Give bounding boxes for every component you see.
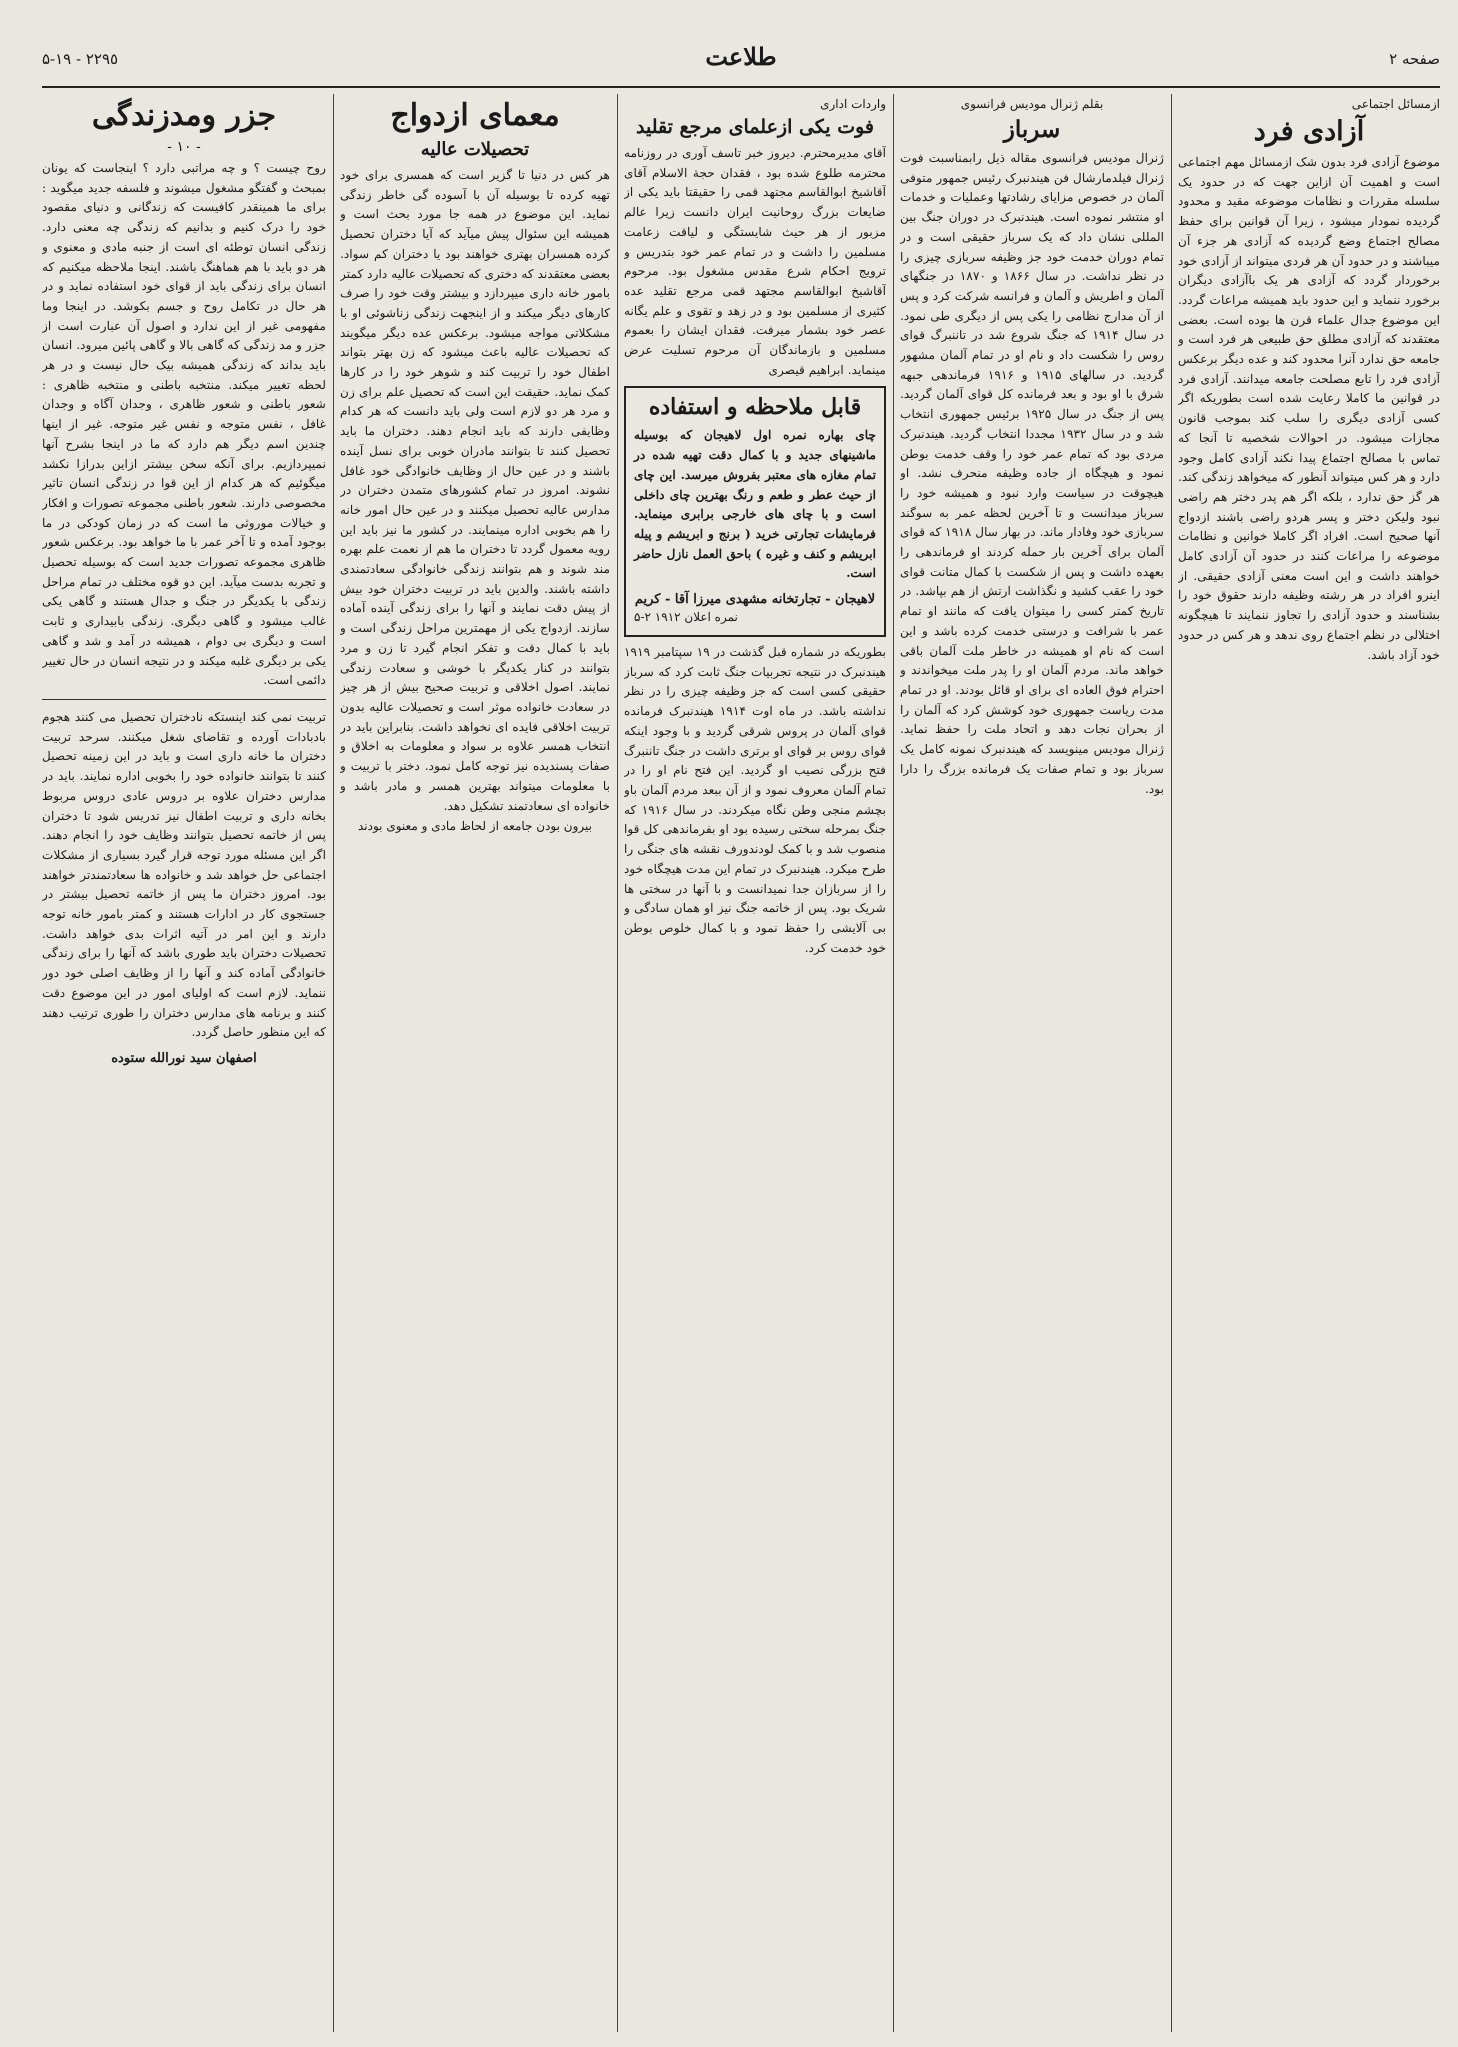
article-body: هر کس در دنیا تا گزیر است که همسری برای خود تهیه کرده تا بوسیله آن با آسوده گی خاطر زندگی نماید. این موضوع در همه جا مورد بحث است و همیشه این سئوال پیش میآید که آیا دختران تحصیل کرده همسران بهتری خواهند بود یا دختران کم سواد. بعضی معتقدند که دختری که تحصیلات عالیه دارد کمتر بامور خانه داری میپردازد و بیشتر وقت خود را صرف کارهای دیگر میکند و از اینجهت زندگی زناشوئی او با مشکلاتی مواجه میشود. برعکس عده دیگر میگویند که تحصیلات عالیه باعث میشود که زن بهتر بتواند اطفال خود را تربیت کند و شوهر خود را در کارها کمک نماید. حقیقت این است که تحصیل علم برای زن و مرد هر دو لازم است ولی باید دانست که هر کدام وظایفی دارند که باید انجام دهند. دختران ما باید تحصیل کنند تا بتوانند مادران خوبی برای نسل آینده باشند و در عین حال از وظایف خانوادگی خود غافل نشوند. امروز در تمام کشورهای متمدن دختران در مدارس عالیه تحصیل میکنند و در عین حال امور خانه را هم بخوبی اداره مینمایند. در کشور ما نیز باید این رویه معمول گردد تا دختران ما هم از نعمت علم بهره مند شوند و هم بتوانند زندگی خانوادگی سعادتمندی داشته باشند. والدین باید در تربیت دختران خود بیش از پیش دقت نمایند و آنها را برای زندگی آینده آماده سازند. ازدواج یکی از مهمترین مراحل زندگی است و باید با کمال دقت و تفکر انجام گیرد تا زن و مرد بتوانند در کنار یکدیگر با خوشی و سعادت زندگی نمایند. اصول اخلاقی و تربیت صحیح بیش از هر چیز در سعادت خانواده موثر است و تحصیلات عالیه بدون تربیت اخلاقی فایده ای نخواهد داشت. بنابراین باید در انتخاب همسر علاوه بر سواد و معلومات به اخلاق و صفات پسندیده نیز توجه کامل نمود. دختر با تربیت و با معلومات میتواند بهترین همسر و مادر باشد و خانواده ای سعادتمند تشکیل دهد. — [340, 168, 610, 813]
column-obituary — [624, 94, 886, 2032]
tea-advertisement — [624, 386, 886, 637]
column-kicker: ازمسائل اجتماعی — [1351, 97, 1440, 111]
headline-marriage-riddle: معمای ازدواج — [390, 98, 560, 133]
article-body: آقای مدیرمحترم. دیروز خبر تاسف آوری در روزنامه محترمه طلوع شده بود ، فقدان حجة الاسلام آقای آقاشیخ ابوالقاسم مجتهد قمی را حقیقتا باید یکی از ضایعات بزرگ روحانیت ایران دانست زیرا عالم مزبور از هر حیث شایستگی و لیاقت زعامت مسلمین را داشت و در تمام عمر خود بتدریس و ترویج احکام شرع مقدس مشغول بود. مرحوم آقاشیخ ابوالقاسم مجتهد قمی مرجع تقلید عده کثیری از مسلمین بود و در زهد و تقوی و علم یگانه عصر خود بشمار میرفت. فقدان ایشان را بعموم مسلمین و بازماندگان آن مرحوم تسلیت عرض مینماید. ابراهیم قیصری — [624, 146, 886, 377]
column-kicker: واردات اداری — [820, 97, 886, 111]
issue-info: ٢٢٩٥ - ۵-۱۹ — [42, 50, 119, 68]
article-body: ژنرال مودیس فرانسوی مقاله ذیل رابمناسبت فوت ژنرال فیلدمارشال فن هیندنبرک رئیس جمهور متوفی آلمان در خصوص مزایای رشادتها وعملیات و خدمات او منتشر نموده است. هیندنبرک در دوران جنگ بین المللی نشان داد که یک سرباز حقیقی است و در تمام دوران خدمت خود جز وظیفه سربازی چیزی را در نظر نداشت. در سال ۱۸۶۶ و ۱۸۷۰ در جنگهای آلمان و اطریش و آلمان و فرانسه شرکت کرد و پس از آن مدارج نظامی را یکی پس از دیگری طی نمود. در سال ۱۹۱۴ که جنگ شروع شد در تاننبرگ قوای روس را شکست داد و نام او در تمام آلمان مشهور گردید. در سالهای ۱۹۱۵ و ۱۹۱۶ فرماندهی جبهه شرق با او بود و بعد فرمانده کل قوای آلمان گردید. پس از جنگ در سال ۱۹۲۵ برئیس جمهوری انتخاب شد و در سال ۱۹۳۲ مجددا انتخاب گردید. هیندنبرک مردی بود که تمام عمر خود را وقف خدمت بوطن نمود و هیچگاه از جاده وظیفه منحرف نشد. او هیچوقت در سیاست وارد نبود و همیشه خود را سرباز میدانست و تا آخرین لحظه عمر به سوگند سربازی خود وفادار ماند. در بهار سال ۱۹۱۸ که قوای آلمان برای آخرین بار حمله کردند او فرماندهی را بعهده داشت و پس از شکست با کمال متانت قوای خود را عقب کشید و نگذاشت ارتش از هم بپاشد. در تاریخ کمتر کسی را میتوان یافت که مانند او تمام عمر با شرافت و درستی خدمت کرده باشد و این است که نام او همیشه در خاطر ملت آلمان باقی خواهد ماند. مردم آلمان او را پدر ملت میخواندند و احترام فوق العاده ای برای او قائل بودند. او در تمام مدت ریاست جمهوری خود کوشش کرد که آلمان را از بحران نجات دهد و اتحاد ملت را حفظ نماید. ژنرال مودیس مینویسد که هیندنبرک نمونه کامل یک سرباز بود و تمام صفات یک فرمانده بزرگ را دارا بود. — [900, 151, 1164, 796]
column-individual-freedom — [1178, 94, 1440, 2032]
section-divider — [42, 699, 326, 700]
column-marriage-riddle — [340, 94, 610, 2032]
article-body-continued: تربیت نمی کند اینستکه نادختران تحصیل می کنند هجوم بادبادات آورده و تقاضای شغل میکنند. سرحد تربیت دختران ما خانه داری است و باید در این زمینه تحصیل کنند تا بتوانند خانواده خود را بخوبی اداره نمایند. باید در مدارس دختران علاوه بر دروس عادی دروس مربوط بخانه داری و تربیت اطفال نیز تدریس شود تا دختران پس از خاتمه تحصیل بتوانند وظایف خود را انجام دهند. اگر این مسئله مورد توجه قرار گیرد بسیاری از مشکلات اجتماعی حل خواهد شد و خانواده ها سعادتمندتر خواهند بود. امروز دختران ما پس از خاتمه تحصیل بیشتر در جستجوی کار در ادارات هستند و کمتر بامور خانه توجه دارند و این امر در آتیه اثرات بدی خواهد داشت. تحصیلات دختران باید طوری باشد که آنها را برای زندگی خانوادگی آماده کند و آنها را از وظایف اصلی خود دور ننماید. لازم است که اولیای امور در این موضوع دقت کنند و برنامه های مدارس دختران را طوری ترتیب دهند که این منظور حاصل گردد. — [42, 709, 326, 1040]
column-footer-line: بیرون بودن جامعه از لحاظ مادی و معنوی بودند — [358, 819, 592, 834]
article-signature: اصفهان سید نورالله ستوده — [111, 1050, 257, 1066]
newspaper-page — [42, 42, 1440, 2032]
column-divider — [333, 94, 334, 2032]
article-byline: بقلم ژنرال مودیس فرانسوی — [960, 97, 1104, 111]
page-number: صفحه ۲ — [1389, 50, 1440, 68]
ad-signature: لاهیجان - تجارتخانه مشهدی میرزا آقا - کریم — [634, 592, 876, 608]
headline-soldier: سرباز — [1003, 116, 1061, 143]
headline-individual-freedom: آزادی فرد — [1253, 116, 1365, 147]
subheadline: تحصیلات عالیه — [420, 139, 530, 160]
article-body: روح چیست ؟ و چه مراتبی دارد ؟ اینجاست که یونان بمبحث و گفتگو مشغول میشوند و فلسفه جدید میگوید : برای ما همینقدر کافیست که زندگانی و دنیای مقصود خود را درک کنیم و بدانیم که زندگی چه معنی دارد. زندگی انسان توطئه ای است از جنبه مادی و معنوی و هر دو باید با هم هماهنگ باشند. اینجا ملاحظه میکنیم که انسان برای زندگی باید از قوای خود استفاده نماید و در هر حال در تکامل روح و جسم بکوشد. در اینجا وما مفهومی غیر از این ندارد و اصول آن عبارت است از جزر و مد زندگی که گاهی بالا و گاهی پائین میرود. انسان باید بداند که زندگی همیشه بیک حال نیست و در هر لحظه تغییر میکند. منتخبه باطنی و منتخبه ظاهری : شعور باطنی و شعور ظاهری ، وجدان آگاه و وجدان غافل ، نفس متوجه و نفس غیر متوجه. غیر از اینها چندین اسم دیگر هم دارد که ما در اینجا بشرح آنها نمیپردازیم. برای آنکه سخن بیشتر ازاین بدرازا نکشد میگوئیم که هر کدام از این قوا در زندگی انسان تاثیر مخصوصی دارند. شعور باطنی مجموعه تصورات و افکار و خیالات موروثی ما است که در زمان کودکی در ما بوجود آمده و تا آخر عمر با ما خواهد بود. برعکس شعور ظاهری مجموعه تصورات جدید است که بوسیله تحصیل و تجربه بدست میآید. این دو قوه مختلف در تمام مراحل زندگی با یکدیگر در جنگ و جدال هستند و گاهی یکی غالب میشود و گاهی دیگری. زندگی بابیداری و ثابت است و دیگری بی دوام ، همیشه در آمد و شد و گاهی یکی بر دیگری غلبه میکند و در نتیجه انسان در حال تغییر دائمی است. — [42, 161, 326, 688]
masthead-rule — [42, 86, 1440, 88]
column-divider — [893, 94, 894, 2032]
headline-ebb-and-flow: جزر ومدزندگی — [91, 98, 277, 133]
column-divider — [1171, 94, 1172, 2032]
ad-headline: قابل ملاحظه و استفاده — [648, 394, 862, 421]
headline-obituary: فوت یکی ازعلمای مرجع تقلید — [635, 116, 874, 138]
masthead — [42, 42, 1440, 86]
paper-name: طلاعت — [705, 42, 777, 71]
ad-notice-number: نمره اعلان ۱۹۱۲ ۲-۵ — [634, 610, 738, 625]
installment-number: - ۱۰ - — [167, 139, 201, 155]
ad-body: چای بهاره نمره اول لاهیجان که بوسیله ماشینهای جدید و با کمال دقت تهیه شده در تمام مغازه های معتبر بفروش میرسد. این چای از حیث عطر و طعم و رنگ بهترین چای داخلی است و با چای های خارجی برابری مینماید. فرمایشات تجارتی خرید ( برنج و ابریشم و پیله ابریشم و کنف و غیره ) باحق العمل نازل حاضر است. — [634, 428, 876, 581]
article-body: موضوع آزادی فرد بدون شک ازمسائل مهم اجتماعی است و اهمیت آن ازاین جهت که در حدود یک سلسله مقررات و نظامات موضوعه مقید و محدود گردیده نمودار میشود ، زیرا آن قوانین برای حفظ مصالح اجتماع وضع گردیده که آزادی هر جزء آن میباشند و در حدود آن هر فردی میتواند از آزادی خود برخوردار گردد که آزادی هر یک باآزادی دیگران برخورد ننماید و این حدود باید همیشه مراعات گردد. این موضوع جدال علماء قرن ها بوده است. بعضی معتقدند که آزادی مطلق حق طبیعی هر فرد است و جامعه حق ندارد آنرا محدود کند و عده دیگر برعکس آزادی فرد را تابع مصلحت جامعه میدانند. آزادی فرد در قوانین ما کاملا رعایت شده است بطوریکه اگر کسی آزادی دیگری را سلب کند بموجب قانون مجازات میشود. در احوالات شخصیه تا آنجا که تماس با مصالح اجتماع پیدا نکند آزادی کامل وجود دارد و هر کس میتواند آنطور که میخواهد زندگی کند. هر گز حق ندارد ، بلکه اگر هم پدر دختر هم راضی نبود ولیکن دختر و پسر هردو راضی باشند ازدواج آنها صحیح است. افراد اگر کاملا خوانین و نظامات موضوعه را مراعات کنند در حدود آن آزادی کامل خواهند داشت و این است معنی آزادی حقیقی. از اینرو افراد در هر رشته وظیفه دارند حقوق خود را بشناسند و حدود آزادی را تجاوز ننمایند تا هیچگونه اختلالی در نظم اجتماع روی ندهد و هر کس در حدود خود آزاد باشد. — [1178, 155, 1440, 662]
article-body-continued: بطوریکه در شماره قبل گذشت در ۱۹ سپتامبر ۱۹۱۹ هیندنبرک در نتیجه تجربیات جنگ ثابت کرد که سرباز حقیقی کسی است که جز وظیفه چیزی را در نظر نداشته باشد. در ماه اوت ۱۹۱۴ هیندنبرک فرمانده قوای آلمان در پروس شرقی گردید و با وجود اینکه قوای روس بر قوای او برتری داشت در جنگ تاننبرگ فتح بزرگی نصیب او گردید. این فتح نام او را در تمام آلمان معروف نمود و از آن ببعد مردم آلمان باو بچشم منجی وطن نگاه میکردند. در سال ۱۹۱۶ که جنگ بمرحله سختی رسیده بود او بفرماندهی کل قوا منصوب شد و با کمک لودندورف نقشه های جنگی را طرح میکرد. هیندنبرک در تمام این مدت هیچگاه خود را از سربازان جدا نمیدانست و با آنها در سختی ها شریک بود. پس از خاتمه جنگ نیز او همان سادگی و بی آلایشی را حفظ نمود و با کمال خلوص بوطن خود خدمت کرد. — [624, 645, 886, 955]
column-divider — [617, 94, 618, 2032]
column-soldier — [900, 94, 1164, 2032]
column-ebb-and-flow — [42, 94, 326, 2032]
